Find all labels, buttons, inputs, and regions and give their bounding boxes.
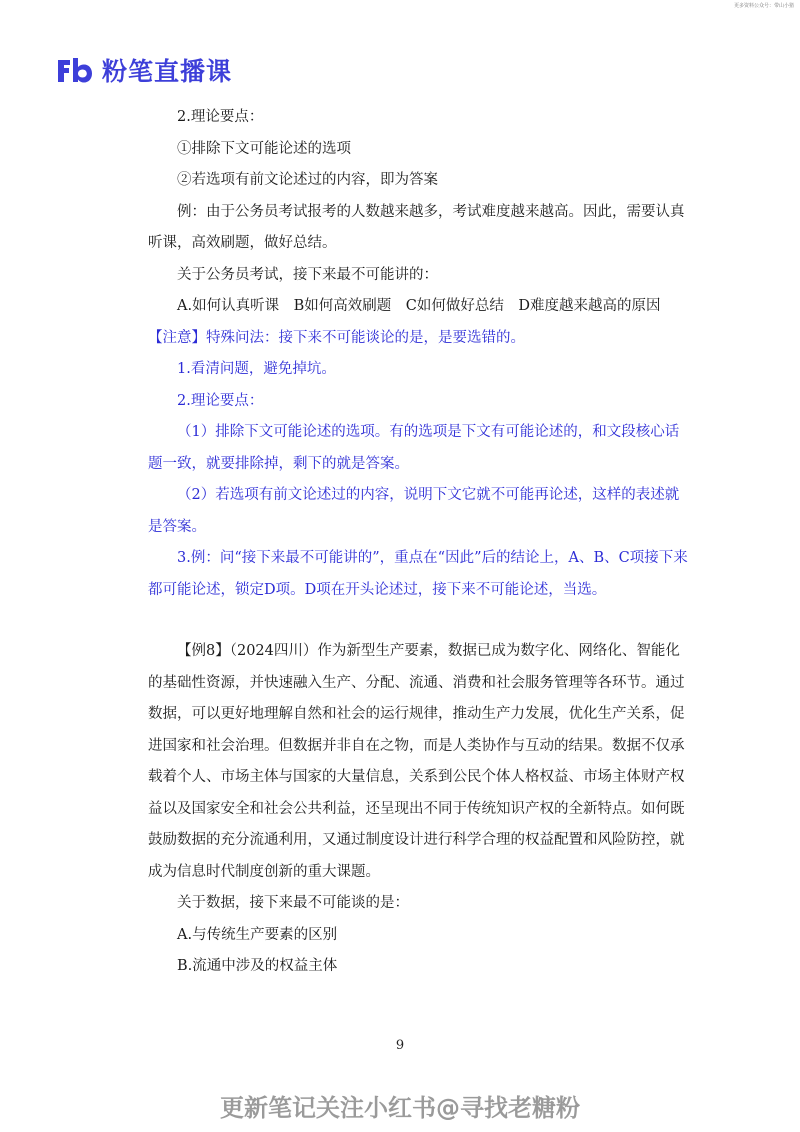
note-item-2-1: （1）排除下文可能论述的选项。有的选项是下文有可能论述的，和文段核心话题一致，就要排除掉，剩下的就是答案。 bbox=[148, 424, 680, 472]
top-note: 更多资料公众号：带山小猪 bbox=[733, 3, 794, 9]
fenbi-logo-icon bbox=[56, 56, 94, 84]
example-8-option-b: B.流通中涉及的权益主体 bbox=[177, 958, 338, 974]
note-item-1: 1.看清问题，避免掉坑。 bbox=[177, 361, 336, 377]
point-2: ②若选项有前文论述过的内容，即为答案 bbox=[177, 172, 438, 188]
example-8-question: 关于数据，接下来最不可能谈的是： bbox=[177, 895, 409, 911]
example-options: A.如何认真听课 B如何高效刷题 C如何做好总结 D难度越来越高的原因 bbox=[177, 298, 661, 314]
brand-name: 粉笔直播课 bbox=[102, 57, 233, 86]
brand-logo bbox=[56, 52, 232, 88]
example-8-passage: 【例8】（2024四川）作为新型生产要素，数据已成为数字化、网络化、智能化的基础性资源，并快速融入生产、分配、流通、消费和社会服务管理等各环节。通过数据，可以更好地理解自然和社会的运行规律，推动生产力发展，优化生产关系，促进国家和社会治理。但数据并非自在之物，而是人类协作与互动的结果。数据不仅承载着个人、市场主体与国家的大量信息，关系到公民个体人格权益、市场主体财产权益以及国家安全和社会公共利益，还呈现出不同于传统知识产权的全新特点。如何既鼓励数据的充分流通利用，又通过制度设计进行科学合理的权益配置和风险防控，就成为信息时代制度创新的重大课题。 bbox=[148, 643, 685, 880]
footer-watermark: 更新笔记关注小红书@寻找老糖粉 bbox=[220, 1094, 580, 1122]
point-1: ①排除下文可能论述的选项 bbox=[177, 140, 351, 157]
document-body bbox=[148, 102, 688, 983]
section-gap bbox=[148, 606, 688, 636]
example-text: 例：由于公务员考试报考的人数越来越多，考试难度越来越高。因此，需要认真听课，高效刷题，做好总结。 bbox=[148, 203, 685, 251]
note-item-3: 3.例：问“接下来最不可能讲的”，重点在“因此”后的结论上，A、B、C项接下来都可能论述，锁定D项。D项在开头论述过，接下来不可能论述，当选。 bbox=[148, 550, 688, 598]
example-question: 关于公务员考试，接下来最不可能讲的： bbox=[177, 266, 438, 283]
theory-points-heading: 2.理论要点： bbox=[177, 109, 264, 125]
page-number: 9 bbox=[395, 1038, 405, 1053]
note-item-2-2: （2）若选项有前文论述过的内容，说明下文它就不可能再论述，这样的表述就是答案。 bbox=[148, 487, 680, 535]
note-item-2: 2.理论要点： bbox=[177, 392, 264, 409]
example-8-option-a: A.与传统生产要素的区别 bbox=[177, 926, 338, 943]
note-heading: 【注意】特殊问法：接下来不可能谈论的是，是要选错的。 bbox=[148, 329, 525, 346]
